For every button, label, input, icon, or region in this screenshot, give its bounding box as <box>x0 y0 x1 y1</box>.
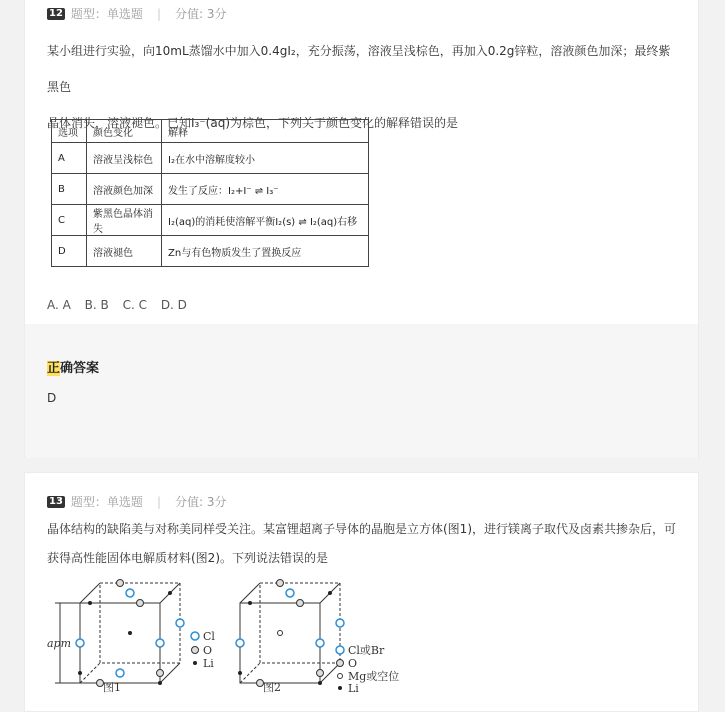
legend-o-marker <box>192 647 199 654</box>
answer-choices <box>47 298 197 312</box>
legend-o-marker <box>337 660 344 667</box>
li-atom <box>328 591 332 595</box>
legend-label: O <box>348 657 358 670</box>
legend-li-marker <box>193 661 197 665</box>
li-atom <box>78 671 82 675</box>
stem-line: 某小组进行实验，向10mL蒸馏水中加入0.4gI₂，充分振荡，溶液呈浅棕色，再加入0.2g锌粒，溶液颜色加深；最终紫黑色 <box>47 44 671 94</box>
legend-cl-marker <box>191 632 199 640</box>
table-row <box>52 236 369 267</box>
table-row <box>52 143 369 174</box>
table-cell: Zn与有色物质发生了置换反应 <box>162 236 369 267</box>
question-type: 题型：单选题 <box>70 495 143 509</box>
legend-label: Li <box>203 657 214 670</box>
choice-d[interactable]: D. D <box>160 298 187 312</box>
choice-c[interactable]: C. C <box>122 298 147 312</box>
table-row <box>52 205 369 236</box>
table-cell: 发生了反应：I₂+I⁻ ⇌ I₃⁻ <box>162 174 369 205</box>
question-meta <box>47 5 226 22</box>
question-score: 分值: 3分 <box>174 7 227 21</box>
table-header: 解释 <box>162 120 369 143</box>
stem-line: 获得高性能固体电解质材料(图2)。下列说法错误的是 <box>47 551 329 565</box>
cl-br-atom <box>316 639 324 647</box>
question-score: 分值: 3分 <box>174 495 227 509</box>
o-atom <box>277 580 284 587</box>
options-table <box>51 119 369 267</box>
crystal-figures <box>47 575 427 693</box>
figure-2 <box>240 583 340 683</box>
o-atom <box>297 600 304 607</box>
table-cell: C <box>52 205 87 236</box>
figure-2-legend <box>336 644 399 693</box>
cl-br-atom <box>336 619 344 627</box>
table-header: 颜色变化 <box>87 120 162 143</box>
figure-1-legend <box>191 630 215 670</box>
table-cell: 溶液呈浅棕色 <box>87 143 162 174</box>
question-type: 题型：单选题 <box>70 7 143 21</box>
figure-caption: 图2 <box>263 681 281 693</box>
cl-atom <box>156 639 164 647</box>
legend-label: Cl或Br <box>348 644 385 657</box>
cl-atom <box>126 589 134 597</box>
table-header: 选项 <box>52 120 87 143</box>
legend-label: Cl <box>203 630 215 643</box>
cube-edge <box>240 663 260 683</box>
table-cell: B <box>52 174 87 205</box>
cl-atom <box>176 619 184 627</box>
li-atom <box>238 671 242 675</box>
divider: | <box>156 6 161 21</box>
table-cell: I₂在水中溶解度较小 <box>162 143 369 174</box>
legend-label: Li <box>348 682 359 693</box>
li-atom <box>158 681 162 685</box>
table-cell: 溶液褪色 <box>87 236 162 267</box>
table-cell: 溶液颜色加深 <box>87 174 162 205</box>
table-cell: D <box>52 236 87 267</box>
cube-edge <box>240 583 260 603</box>
figure-1 <box>55 583 180 683</box>
legend-mg-marker <box>338 674 343 679</box>
legend-label: Mg或空位 <box>348 670 400 683</box>
li-atom <box>168 591 172 595</box>
stem-line: 晶体结构的缺陷美与对称美同样受关注。某富锂超离子导体的晶胞是立方体(图1)，进行镁离子取代及卤素共掺杂后，可 <box>47 522 677 536</box>
table-cell: A <box>52 143 87 174</box>
table-cell: I₂(aq)的消耗使溶解平衡I₂(s) ⇌ I₂(aq)右移 <box>162 205 369 236</box>
li-atom <box>88 601 92 605</box>
cl-atom <box>116 669 124 677</box>
mg-vacancy-site <box>278 631 283 636</box>
cl-br-atom <box>236 639 244 647</box>
li-atom <box>248 601 252 605</box>
question-number: 12 <box>49 7 63 19</box>
question-meta <box>47 493 226 510</box>
o-atom <box>137 600 144 607</box>
question-card-13 <box>24 472 699 712</box>
cube-edge <box>80 663 100 683</box>
dimension-label: apm <box>47 637 72 650</box>
choice-a[interactable]: A. A <box>47 298 71 312</box>
table-cell: 紫黑色晶体消失 <box>87 205 162 236</box>
question-card-12 <box>24 0 699 458</box>
o-atom <box>157 670 164 677</box>
answer-title-highlight: 正 <box>47 361 61 376</box>
table-header-row <box>52 120 369 143</box>
table-row <box>52 174 369 205</box>
question-stem <box>47 515 677 573</box>
cl-atom <box>76 639 84 647</box>
answer-panel <box>25 324 698 458</box>
cube-edge <box>80 583 100 603</box>
cl-br-atom <box>286 589 294 597</box>
question-number: 13 <box>49 495 63 507</box>
o-atom <box>117 580 124 587</box>
divider: | <box>156 494 161 509</box>
o-atom <box>317 670 324 677</box>
answer-title-text: 确答案 <box>60 361 100 376</box>
stem-line: 晶体消失，溶液褪色。已知I₃⁻(aq)为棕色，下列关于颜色变化的解释错误的是 <box>47 116 459 130</box>
legend-label: O <box>203 644 213 657</box>
legend-cl-br-marker <box>336 646 344 654</box>
answer-title <box>47 357 99 376</box>
figure-caption: 图1 <box>103 681 121 693</box>
li-atom <box>128 631 132 635</box>
li-atom <box>318 681 322 685</box>
legend-li-marker <box>338 686 342 690</box>
answer-value: D <box>47 391 57 405</box>
choice-b[interactable]: B. B <box>84 298 109 312</box>
